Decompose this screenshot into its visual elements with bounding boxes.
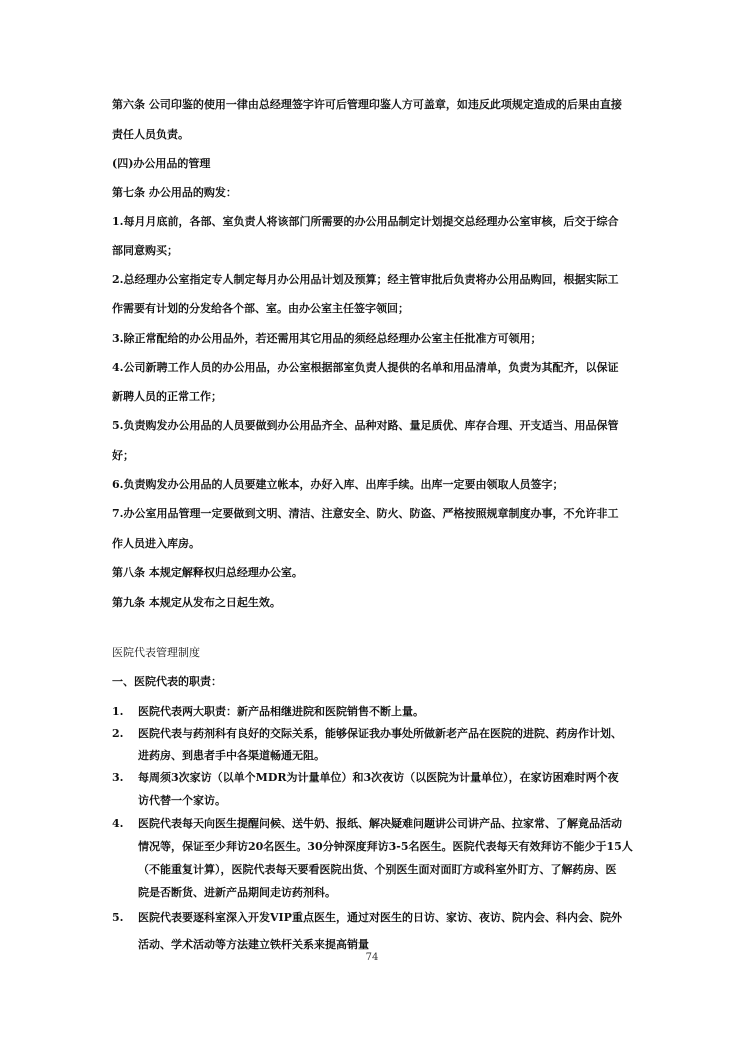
paragraph-line: 作需要有计划的分发给各个部、室。由办公室主任签字领回； — [112, 302, 409, 315]
list-item-line: 情况等，保证至少拜访20名医生。30分钟深度拜访3-5名医生。医院代表每天有效拜访不能少于15人 — [138, 840, 633, 853]
paragraph-line: 1.每月月底前，各部、室负责人将该部门所需要的办公用品制定计划提交总经理办公室审核，后交于综合 — [112, 215, 619, 228]
list-item-line: 进药房、到患者手中各渠道畅通无阻。 — [138, 749, 325, 762]
paragraph-line: 7.办公室用品管理一定要做到文明、清洁、注意安全、防火、防盗、严格按照规章制度办事，不允许非工 — [112, 507, 619, 520]
list-item-number: 1. — [112, 705, 124, 718]
paragraph-line: 5.负责购发办公用品的人员要做到办公用品齐全、品种对路、量足质优、库存合理、开支适当、用品保管 — [112, 419, 619, 432]
page-number: 74 — [365, 952, 379, 963]
article-heading: 第九条 本规定从发布之日起生效。 — [112, 596, 281, 609]
paragraph-line: 责任人员负责。 — [112, 128, 189, 141]
list-item-line: 医院代表每天向医生提醒问候、送牛奶、报纸、解决疑难问题讲公司讲产品、拉家常、了解竟品活动 — [138, 817, 622, 830]
paragraph-line: 第六条 公司印鉴的使用一律由总经理签字许可后管理印鉴人方可盖章，如违反此项规定造成的后果由直接 — [112, 98, 622, 111]
list-item-number: 2. — [112, 727, 124, 740]
paragraph-line: 作人员进入库房。 — [112, 537, 200, 550]
list-item-line: 医院代表两大职责：新产品相继进院和医院销售不断上量。 — [138, 705, 424, 718]
section-title: 医院代表管理制度 — [112, 646, 200, 659]
list-item-line: 活动、学术活动等方法建立铁杆关系来提高销量 — [138, 938, 369, 951]
list-item-line: 医院代表要逐科室深入开发VIP重点医生，通过对医生的日访、家访、夜访、院内会、科内会、院外 — [138, 911, 622, 924]
list-item-number: 5. — [112, 911, 124, 924]
paragraph-line: 新聘人员的正常工作； — [112, 390, 222, 403]
article-heading: 第八条 本规定解释权归总经理办公室。 — [112, 566, 303, 579]
subsection-heading: (四)办公用品的管理 — [112, 157, 211, 170]
list-item-line: （不能重复计算），医院代表每天要看医院出货、个别医生面对面盯方或科室外盯方、了解药房、医 — [138, 863, 617, 876]
article-heading: 第七条 办公用品的购发： — [112, 186, 237, 199]
list-item-number: 4. — [112, 817, 124, 830]
paragraph-line: 3.除正常配给的办公用品外，若还需用其它用品的须经总经理办公室主任批准方可领用； — [112, 332, 542, 345]
paragraph-line: 好； — [112, 449, 134, 462]
list-item-line: 医院代表与药剂科有良好的交际关系，能够保证我办事处所做新老产品在医院的进院、药房作计划、 — [138, 727, 622, 740]
paragraph-line: 2.总经理办公室指定专人制定每月办公用品计划及预算；经主管审批后负责将办公用品购回，根据实际工 — [112, 273, 619, 286]
section-heading: 一、医院代表的职责： — [112, 675, 222, 688]
paragraph-line: 部同意购买； — [112, 244, 178, 257]
list-item-line: 每周须3次家访（以单个MDR为计量单位）和3次夜访（以医院为计量单位），在家访困难时两个夜 — [138, 771, 619, 784]
list-item-line: 访代替一个家访。 — [138, 794, 226, 807]
paragraph-line: 6.负责购发办公用品的人员要建立帐本，办好入库、出库手续。出库一定要由领取人员签字； — [112, 478, 564, 491]
list-item-line: 院是否断货、进新产品期间走访药剂科。 — [138, 886, 336, 899]
paragraph-line: 4.公司新聘工作人员的办公用品，办公室根据部室负责人提供的名单和用品清单，负责为其配齐，以保证 — [112, 361, 619, 374]
list-item-number: 3. — [112, 771, 124, 784]
